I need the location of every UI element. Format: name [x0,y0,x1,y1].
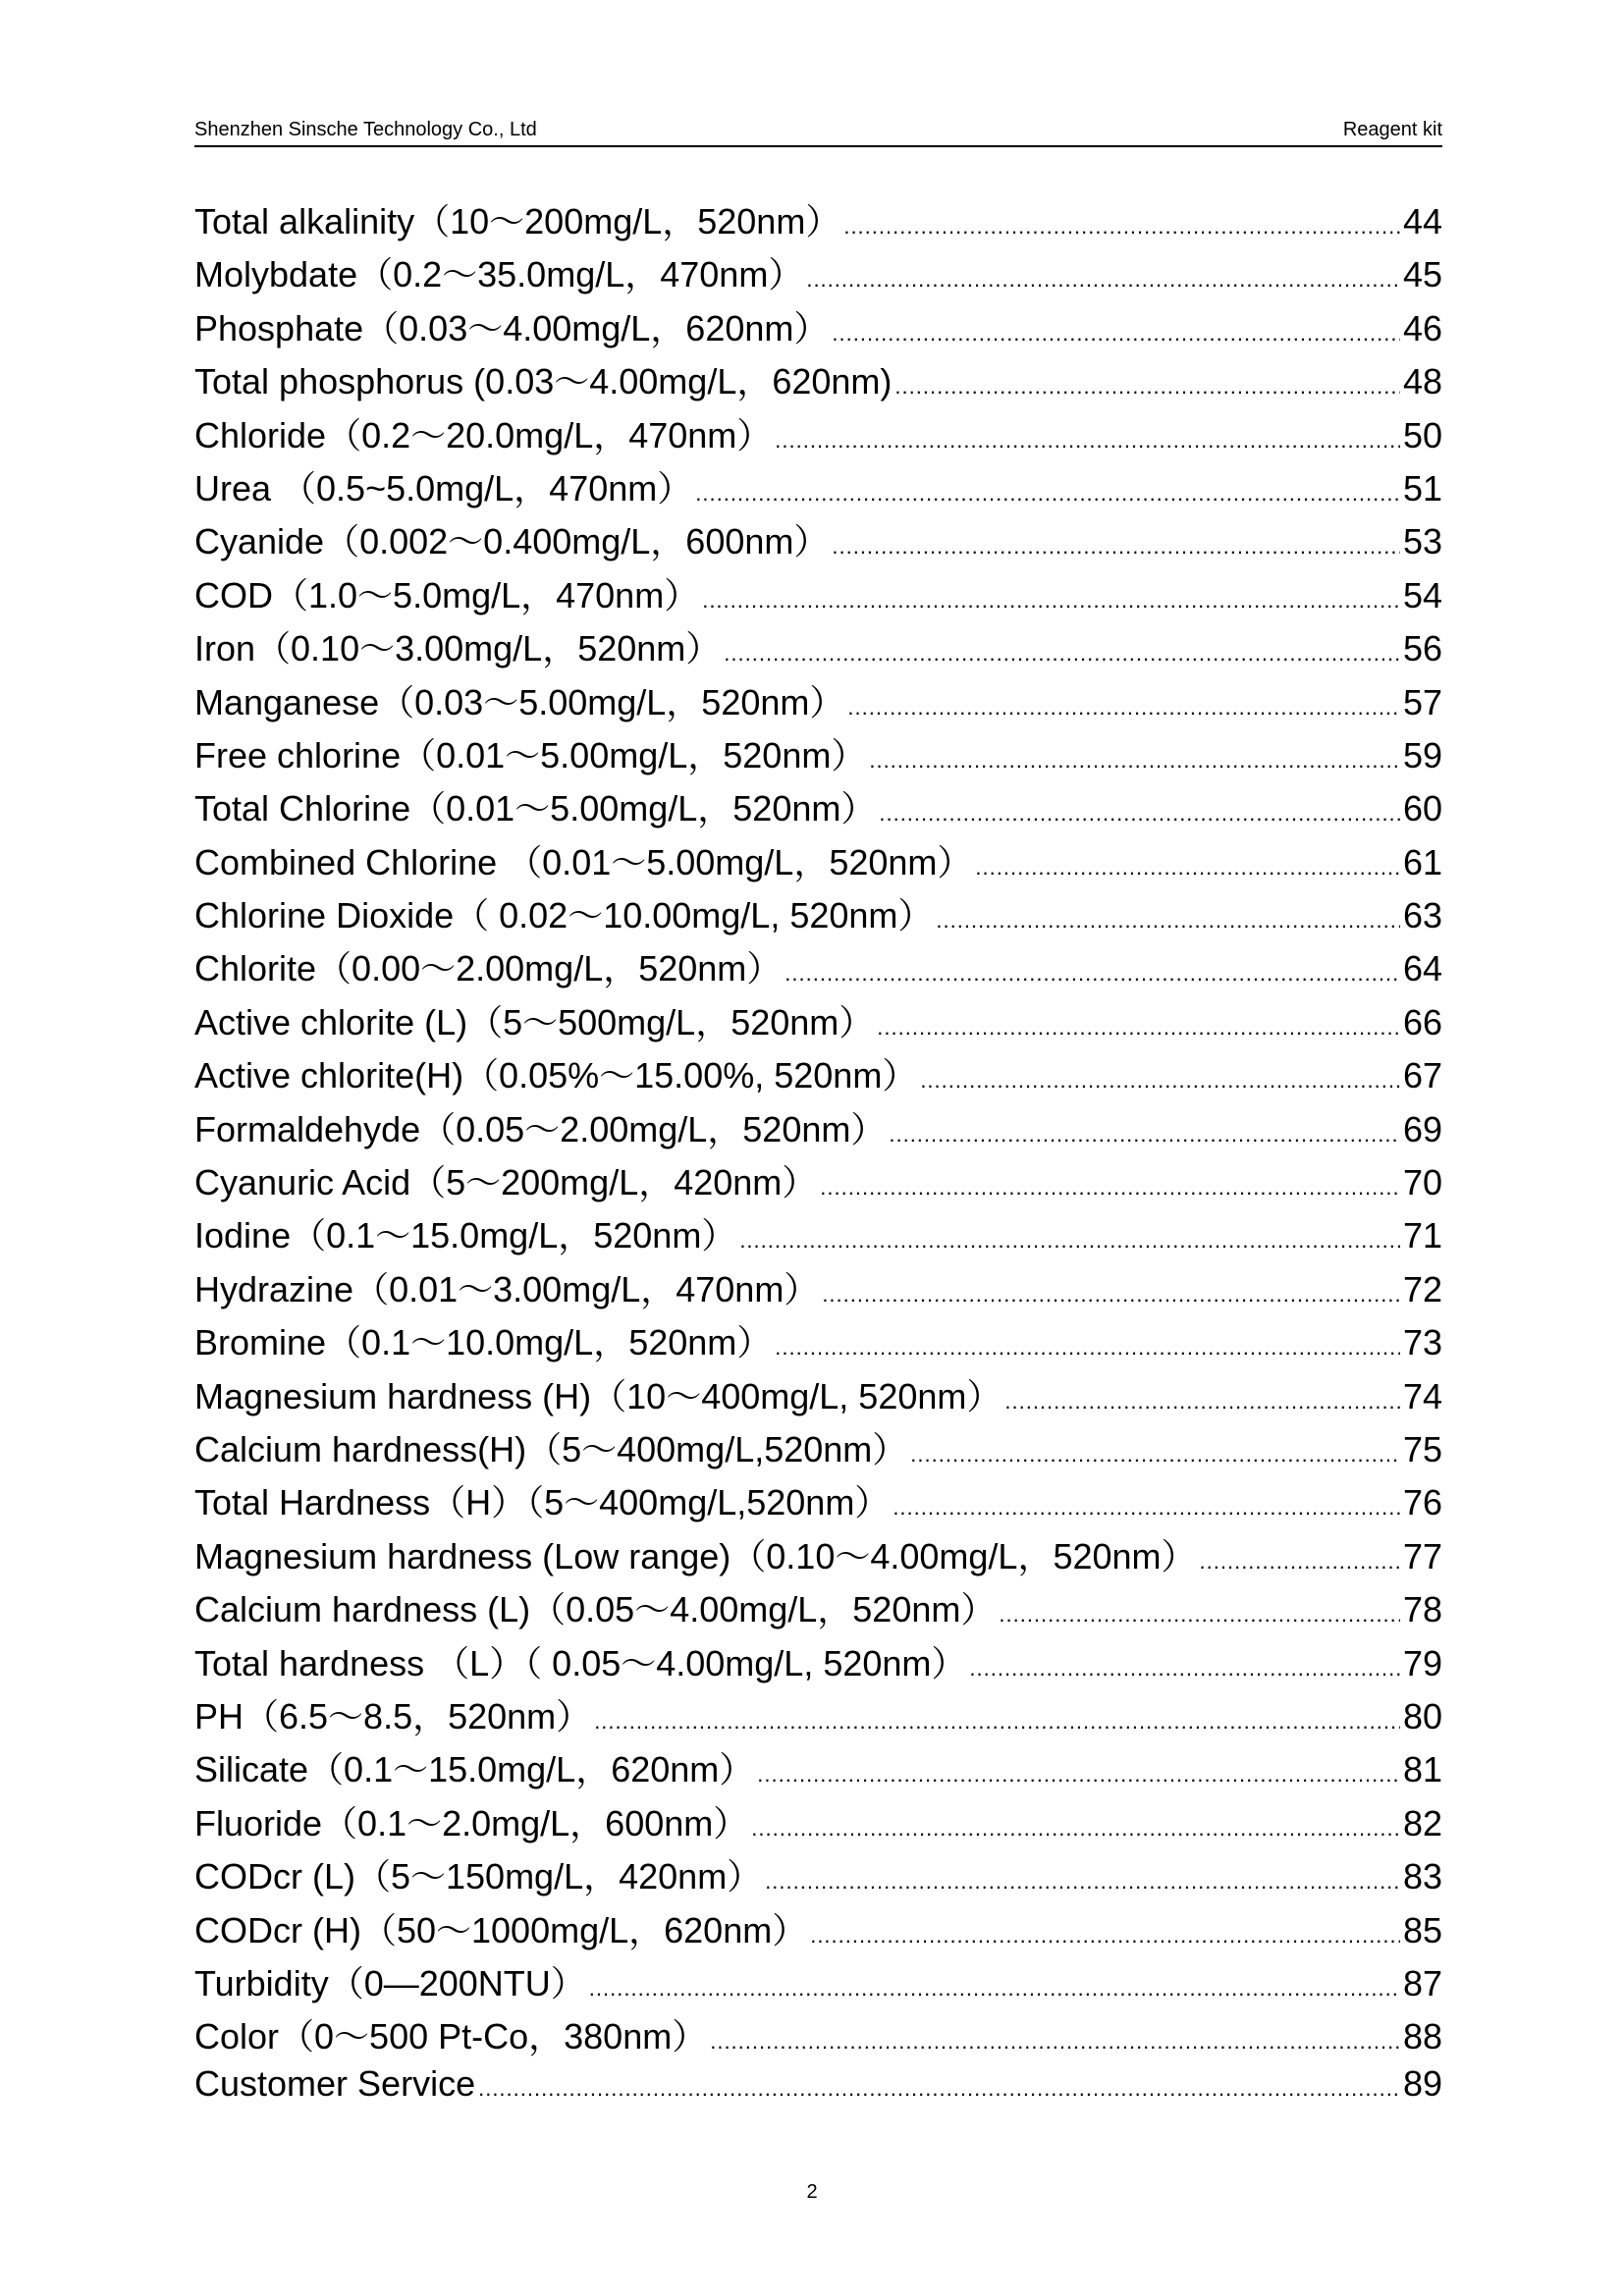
toc-dot-leader [969,1656,1400,1682]
toc-entry-page: 57 [1402,681,1442,722]
toc-entry-page: 67 [1402,1055,1442,1096]
toc-entry[interactable] [194,2063,1442,2116]
toc-dot-leader [1200,1549,1400,1575]
toc-entry[interactable] [194,568,1442,621]
toc-dot-leader [589,1976,1400,2002]
toc-entry[interactable] [194,1155,1442,1208]
toc-entry-title: Total alkalinity（10～200mg/L，520nm） [194,201,841,241]
toc-entry[interactable] [194,1796,1442,1849]
toc-entry-page: 89 [1402,2062,1442,2104]
toc-entry[interactable] [194,1742,1442,1795]
toc-entry-page: 88 [1402,2016,1442,2057]
toc-entry-title: Color（0～500 Pt-Co，380nm） [194,2016,708,2057]
toc-dot-leader [893,1495,1400,1521]
toc-entry-page: 59 [1402,734,1442,775]
toc-dot-leader [724,641,1400,667]
toc-entry-page: 83 [1402,1856,1442,1897]
toc-entry[interactable] [194,1582,1442,1635]
toc-entry-page: 69 [1402,1108,1442,1149]
toc-dot-leader [999,1602,1400,1628]
toc-entry-title: Iodine（0.1～15.0mg/L，520nm） [194,1215,737,1256]
toc-dot-leader [702,588,1400,614]
toc-entry-page: 71 [1402,1215,1442,1256]
toc-entry[interactable] [194,461,1442,514]
toc-entry[interactable] [194,1849,1442,1902]
toc-entry-page: 63 [1402,895,1442,936]
toc-entry-title: Chloride（0.2～20.0mg/L，470nm） [194,414,773,455]
toc-entry-title: Cyanuric Acid（5～200mg/L，420nm） [194,1162,818,1203]
toc-entry-title: Cyanide（0.002～0.400mg/L，600nm） [194,521,830,562]
toc-entry-title: Calcium hardness (L)（0.05～4.00mg/L，520nm） [194,1589,997,1630]
toc-entry-title: Total Hardness（H）（5～400mg/L,520nm） [194,1482,891,1523]
toc-entry-page: 72 [1402,1268,1442,1309]
toc-entry-title: Chlorine Dioxide（ 0.02～10.00mg/L, 520nm） [194,895,934,936]
toc-entry-title: CODcr (H)（50～1000mg/L，620nm） [194,1909,808,1950]
toc-dot-leader [785,961,1400,987]
toc-entry-page: 80 [1402,1695,1442,1736]
toc-dot-leader [843,214,1400,240]
toc-entry-title: Customer Service [194,2062,476,2104]
toc-entry-page: 81 [1402,1749,1442,1790]
toc-entry-title: CODcr (L)（5～150mg/L，420nm） [194,1856,763,1897]
toc-dot-leader [806,267,1400,293]
toc-entry-page: 46 [1402,307,1442,348]
table-of-contents [194,194,1442,2116]
toc-entry[interactable] [194,1369,1442,1422]
toc-entry-page: 75 [1402,1428,1442,1469]
toc-entry[interactable] [194,194,1442,247]
toc-entry[interactable] [194,247,1442,300]
toc-entry-title: Manganese（0.03～5.00mg/L，520nm） [194,681,845,722]
toc-entry[interactable] [194,301,1442,354]
toc-entry-page: 87 [1402,1962,1442,2003]
toc-entry-page: 64 [1402,948,1442,989]
toc-entry-title: Calcium hardness(H)（5～400mg/L,520nm） [194,1428,908,1469]
toc-entry-page: 61 [1402,841,1442,882]
page-number: 2 [806,2181,818,2203]
toc-dot-leader [775,428,1400,454]
toc-entry-title: PH（6.5～8.5，520nm） [194,1695,592,1736]
toc-dot-leader [894,374,1400,400]
toc-entry[interactable] [194,995,1442,1048]
toc-entry-title: Fluoride（0.1～2.0mg/L，600nm） [194,1802,749,1843]
toc-entry-page: 85 [1402,1909,1442,1950]
toc-entry[interactable] [194,728,1442,781]
document-title: Reagent kit [1342,119,1442,140]
toc-entry-title: Molybdate（0.2～35.0mg/L，470nm） [194,254,804,295]
toc-entry-page: 48 [1402,361,1442,402]
toc-entry-page: 77 [1402,1535,1442,1576]
toc-dot-leader [879,801,1400,827]
toc-entry-title: Turbidity（0—200NTU） [194,1962,586,2003]
toc-entry[interactable] [194,888,1442,941]
toc-dot-leader [1004,1389,1400,1415]
toc-entry-page: 79 [1402,1642,1442,1683]
toc-entry-page: 51 [1402,467,1442,508]
toc-entry-page: 53 [1402,521,1442,562]
toc-dot-leader [775,1335,1400,1361]
toc-entry-title: Magnesium hardness (Low range)（0.10～4.00mg/L，520nm） [194,1535,1197,1576]
company-name: Shenzhen Sinsche Technology Co., Ltd [194,119,537,140]
toc-entry[interactable] [194,354,1442,407]
toc-entry-title: Active chlorite (L)（5～500mg/L，520nm） [194,1001,875,1042]
toc-dot-leader [920,1068,1400,1094]
toc-entry-title: Silicate（0.1～15.0mg/L，620nm） [194,1749,755,1790]
toc-dot-leader [710,2029,1400,2055]
toc-dot-leader [877,1015,1400,1041]
toc-entry[interactable] [194,1422,1442,1475]
toc-entry[interactable] [194,408,1442,461]
toc-entry[interactable] [194,1048,1442,1101]
toc-entry-page: 60 [1402,788,1442,829]
toc-dot-leader [869,748,1400,774]
toc-entry[interactable] [194,1636,1442,1689]
toc-entry-title: Active chlorite(H)（0.05%～15.00%, 520nm） [194,1055,918,1096]
toc-dot-leader [910,1442,1400,1468]
toc-dot-leader [810,1923,1400,1949]
toc-entry-page: 50 [1402,414,1442,455]
toc-entry-title: COD（1.0～5.0mg/L，470nm） [194,574,700,615]
toc-entry-page: 45 [1402,254,1442,295]
toc-entry-page: 78 [1402,1589,1442,1630]
toc-entry-title: Combined Chlorine （0.01～5.00mg/L，520nm） [194,841,973,882]
toc-entry-page: 74 [1402,1375,1442,1416]
toc-entry[interactable] [194,1529,1442,1582]
toc-dot-leader [751,1816,1400,1842]
toc-entry-page: 73 [1402,1322,1442,1363]
toc-entry[interactable] [194,1208,1442,1261]
toc-entry-title: Urea （0.5~5.0mg/L，470nm） [194,467,693,508]
toc-entry-title: Total Chlorine（0.01～5.00mg/L，520nm） [194,788,877,829]
toc-entry[interactable] [194,621,1442,674]
toc-dot-leader [936,908,1400,934]
toc-entry-title: Chlorite（0.00～2.00mg/L，520nm） [194,948,783,989]
toc-dot-leader [889,1122,1400,1148]
toc-dot-leader [695,481,1400,507]
toc-dot-leader [478,2076,1400,2102]
toc-dot-leader [739,1228,1400,1254]
toc-entry-page: 54 [1402,574,1442,615]
toc-entry[interactable] [194,1475,1442,1528]
toc-dot-leader [757,1762,1400,1788]
toc-dot-leader [822,1282,1400,1308]
toc-entry[interactable] [194,1315,1442,1368]
toc-entry-page: 70 [1402,1162,1442,1203]
toc-entry-title: Total phosphorus (0.03～4.00mg/L，620nm) [194,361,893,402]
toc-entry[interactable] [194,1689,1442,1742]
toc-dot-leader [820,1175,1400,1201]
toc-entry[interactable] [194,781,1442,834]
toc-entry[interactable] [194,1903,1442,1956]
toc-entry-title: Magnesium hardness (H)（10～400mg/L, 520nm） [194,1375,1002,1416]
toc-entry[interactable] [194,835,1442,888]
toc-entry-title: Phosphate（0.03～4.00mg/L，620nm） [194,307,830,348]
toc-entry[interactable] [194,2009,1442,2062]
toc-entry[interactable] [194,941,1442,994]
toc-entry-title: Formaldehyde（0.05～2.00mg/L，520nm） [194,1108,887,1149]
toc-dot-leader [832,534,1400,560]
toc-entry-page: 44 [1402,201,1442,241]
toc-entry-title: Total hardness （L）（ 0.05～4.00mg/L, 520nm） [194,1642,967,1683]
toc-dot-leader [975,855,1400,881]
toc-entry-page: 66 [1402,1001,1442,1042]
toc-entry[interactable] [194,1102,1442,1155]
toc-entry-title: Hydrazine（0.01～3.00mg/L，470nm） [194,1268,820,1309]
toc-entry-page: 76 [1402,1482,1442,1523]
toc-dot-leader [847,695,1400,721]
toc-entry-title: Free chlorine（0.01～5.00mg/L，520nm） [194,734,867,775]
toc-entry-page: 56 [1402,628,1442,669]
toc-entry[interactable] [194,1262,1442,1315]
toc-dot-leader [832,321,1400,347]
toc-entry-title: Bromine（0.1～10.0mg/L，520nm） [194,1322,773,1363]
page-header [194,108,1442,147]
toc-dot-leader [765,1869,1400,1895]
toc-entry-title: Iron（0.10～3.00mg/L，520nm） [194,628,722,669]
toc-entry-page: 82 [1402,1802,1442,1843]
toc-entry[interactable] [194,675,1442,728]
toc-dot-leader [594,1709,1400,1735]
toc-entry[interactable] [194,514,1442,567]
toc-entry[interactable] [194,1956,1442,2009]
